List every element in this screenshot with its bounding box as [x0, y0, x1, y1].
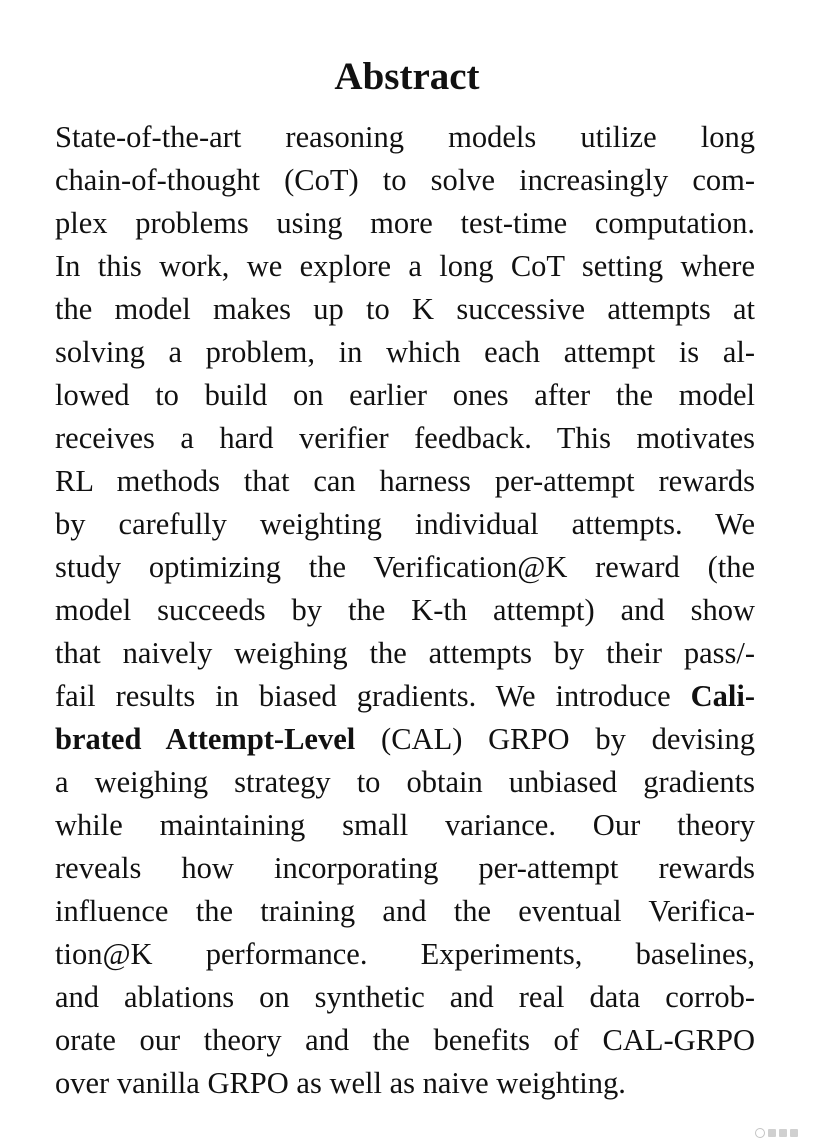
abstract-line-16: a weighing strategy to obtain unbiased gradients — [55, 765, 755, 799]
abstract-heading: Abstract — [334, 55, 480, 98]
abstract-line-8: receives a hard verifier feedback. This motivates — [55, 421, 755, 455]
abstract-line-12: model succeeds by the K-th attempt) and show — [55, 593, 755, 627]
abstract-line-14-text: fail results in biased gradients. We introduce — [55, 679, 691, 713]
abstract-line-1: State-of-the-art reasoning models utilize long — [55, 120, 755, 154]
watermark-mark — [768, 1129, 776, 1137]
abstract-line-14 — [55, 675, 755, 718]
abstract-line-19: influence the training and the eventual Verifica- — [55, 894, 755, 928]
abstract-line-3: plex problems using more test-time computation. — [55, 206, 755, 240]
abstract-line-21: and ablations on synthetic and real data corrob- — [55, 980, 755, 1014]
abstract-line-17: while maintaining small variance. Our theory — [55, 808, 755, 842]
abstract-line-10: by carefully weighting individual attempts. We — [55, 507, 755, 541]
abstract-line-15-text: (CAL) GRPO by devising — [355, 722, 755, 756]
abstract-line-13: that naively weighing the attempts by their pass/- — [55, 636, 755, 670]
method-name-part-2: brated Attempt-Level — [55, 722, 356, 756]
abstract-line-6: solving a problem, in which each attempt is al- — [55, 335, 755, 369]
abstract-line-7: lowed to build on earlier ones after the model — [55, 378, 755, 412]
watermark-mark — [779, 1129, 787, 1137]
abstract-line-23: over vanilla GRPO as well as naive weighting. — [55, 1066, 626, 1100]
abstract-line-20: tion@K performance. Experiments, baselines, — [55, 937, 755, 971]
watermark-mark — [790, 1129, 798, 1137]
abstract-line-18: reveals how incorporating per-attempt rewards — [55, 851, 755, 885]
watermark-icon — [755, 1128, 765, 1138]
abstract-line-22: orate our theory and the benefits of CAL-GRPO — [55, 1023, 755, 1057]
method-name-part-1: Cali- — [690, 679, 755, 713]
abstract-line-11: study optimizing the Verification@K reward (the — [55, 550, 755, 584]
watermark — [755, 1128, 798, 1138]
abstract-line-4: In this work, we explore a long CoT setting where — [55, 249, 755, 283]
abstract-body — [55, 116, 755, 1105]
abstract-line-2: chain-of-thought (CoT) to solve increasingly com- — [55, 163, 755, 197]
abstract-line-15 — [55, 718, 755, 761]
abstract-line-5: the model makes up to K successive attempts at — [55, 292, 755, 326]
abstract-line-9: RL methods that can harness per-attempt rewards — [55, 464, 755, 498]
